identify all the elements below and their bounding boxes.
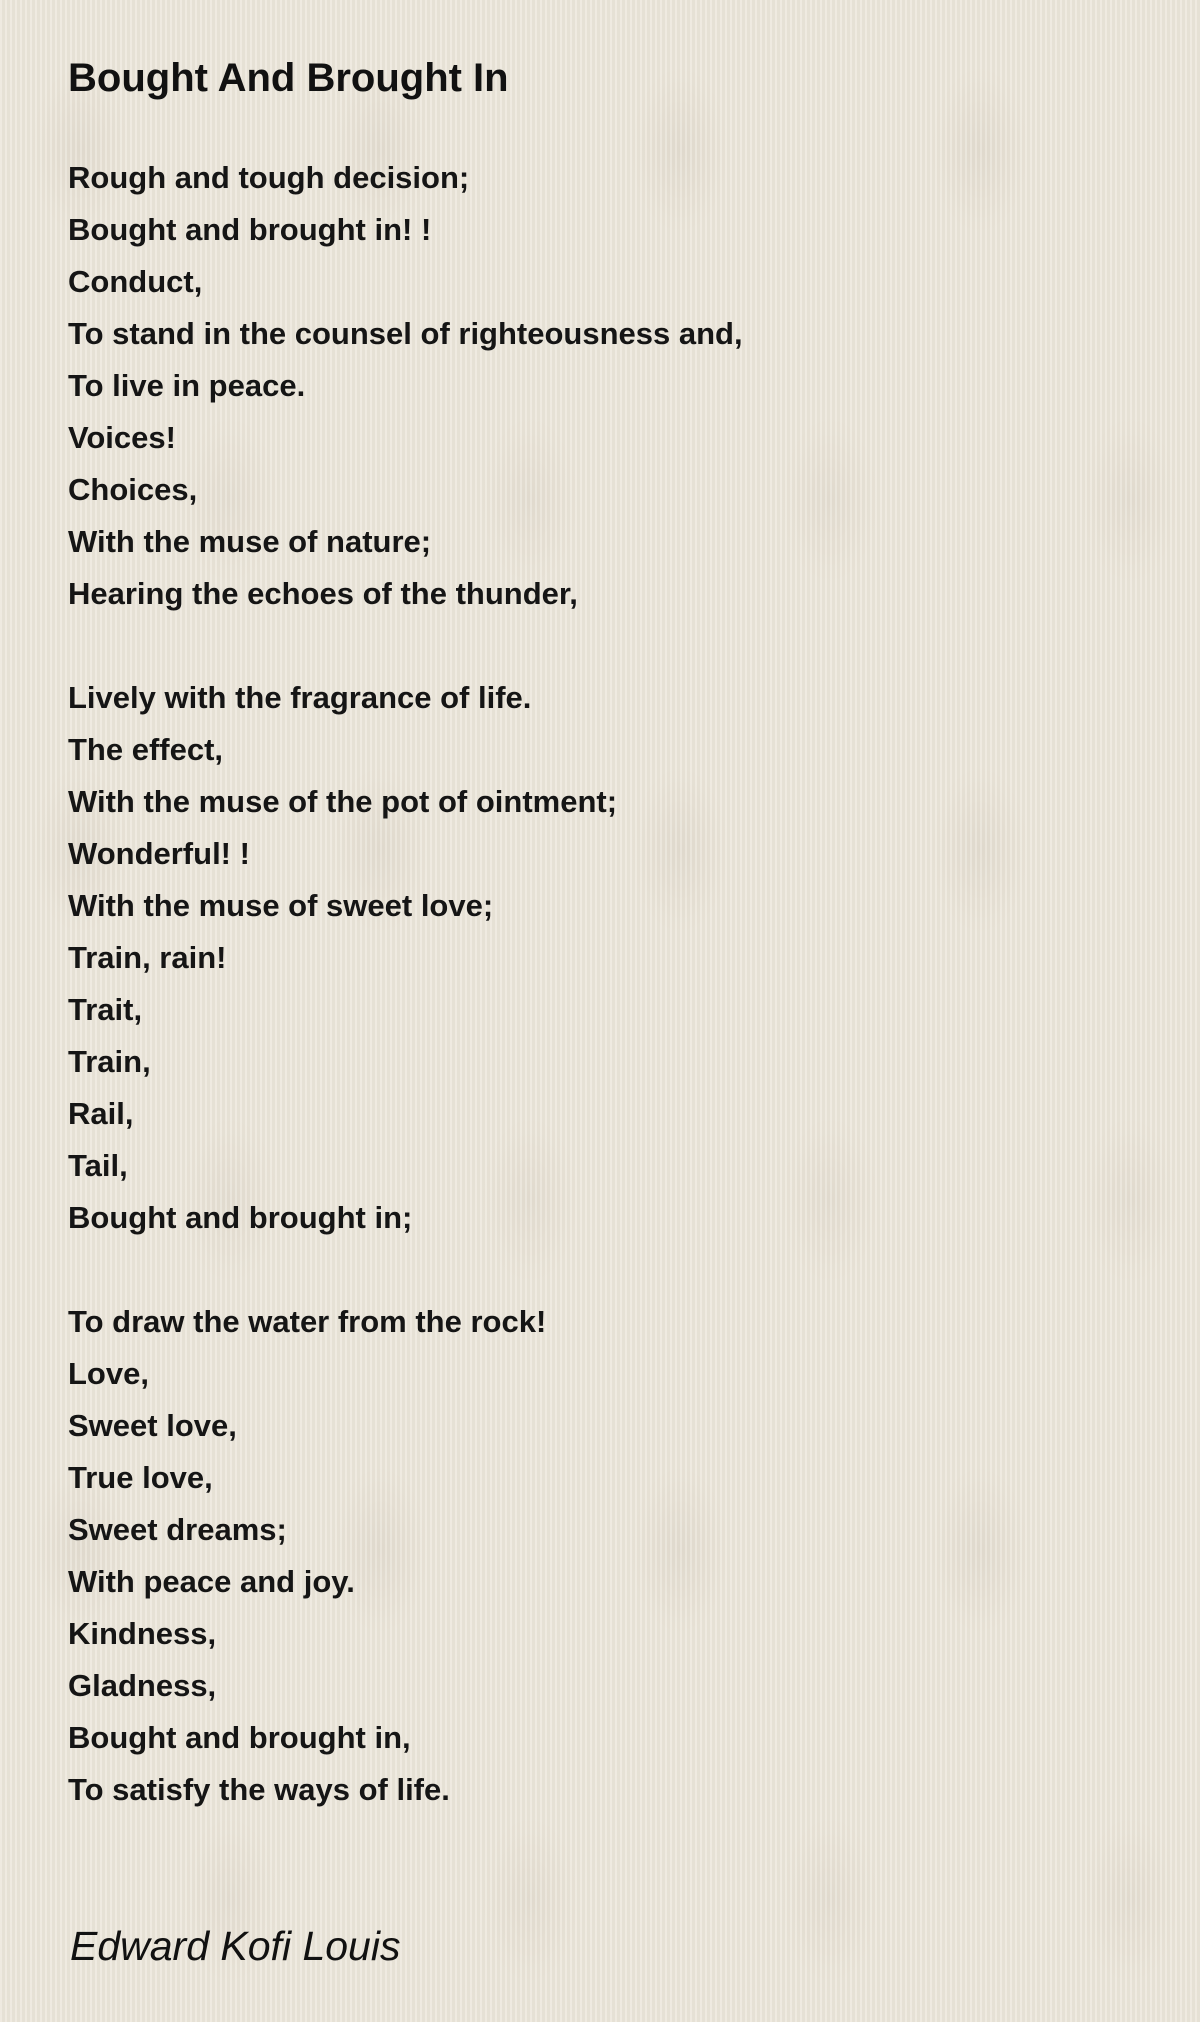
stanza-1 xyxy=(68,152,1148,620)
poem-line: Lively with the fragrance of life. xyxy=(68,680,532,715)
poem-line: Rough and tough decision; xyxy=(68,160,470,195)
poem-line: To live in peace. xyxy=(68,368,306,403)
poem-line: Sweet dreams; xyxy=(68,1512,287,1547)
poem-line: To draw the water from the rock! xyxy=(68,1304,547,1339)
poem-line: Trait, xyxy=(68,992,143,1027)
poem-line: Kindness, xyxy=(68,1616,217,1651)
poem-line: Love, xyxy=(68,1356,149,1391)
poem-line: Tail, xyxy=(68,1148,128,1183)
poem-line: Train, xyxy=(68,1044,151,1079)
poem-line: To stand in the counsel of righteousness and, xyxy=(68,316,743,351)
poem-line: To satisfy the ways of life. xyxy=(68,1772,450,1807)
poem-line: Voices! xyxy=(68,420,176,455)
poem-line: Bought and brought in! ! xyxy=(68,212,432,247)
poem-line: With the muse of sweet love; xyxy=(68,888,494,923)
poem-body xyxy=(68,152,1148,1816)
poem-line: Hearing the echoes of the thunder, xyxy=(68,576,578,611)
poem-title: Bought And Brought In xyxy=(68,56,509,100)
poem-line: Sweet love, xyxy=(68,1408,237,1443)
stanza-break xyxy=(68,620,1148,672)
stanza-break xyxy=(68,1244,1148,1296)
poem-line: With the muse of the pot of ointment; xyxy=(68,784,618,819)
poem-line: Bought and brought in, xyxy=(68,1720,411,1755)
stanza-2 xyxy=(68,672,1148,1244)
poem-line: Choices, xyxy=(68,472,198,507)
poem-line: With peace and joy. xyxy=(68,1564,355,1599)
poem-line: With the muse of nature; xyxy=(68,524,432,559)
poem-line: True love, xyxy=(68,1460,213,1495)
poem-line: Wonderful! ! xyxy=(68,836,250,871)
poem-line: The effect, xyxy=(68,732,224,767)
poem-page xyxy=(68,48,1148,1807)
poem-line: Gladness, xyxy=(68,1668,217,1703)
poem-author: Edward Kofi Louis xyxy=(70,1923,401,1969)
poem-line: Train, rain! xyxy=(68,940,227,975)
stanza-3 xyxy=(68,1296,1148,1816)
poem-line: Conduct, xyxy=(68,264,203,299)
poem-line: Rail, xyxy=(68,1096,134,1131)
poem-line: Bought and brought in; xyxy=(68,1200,413,1235)
